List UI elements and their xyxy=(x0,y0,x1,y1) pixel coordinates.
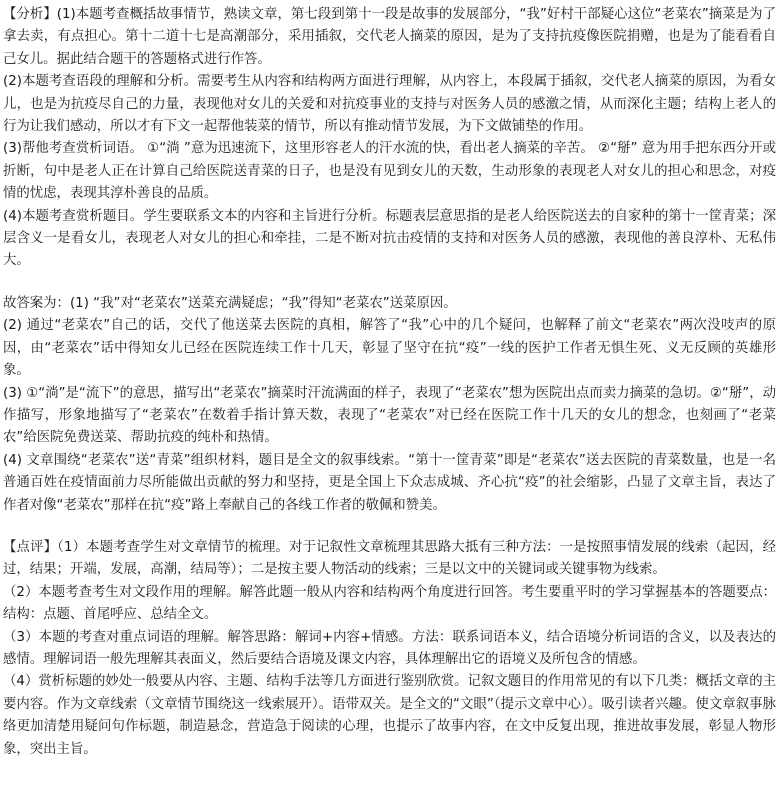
answer-paragraph-2: (2) 通过“老菜农”自己的话，交代了他送菜去医院的真相，解答了“我”心中的几个疑问，也解释了前文“老菜农”两次没吱声的原因，由“老菜农”话中得知女儿已经在医院连续工作十几天，彰显了坚守在抗“疫”一线的医护工作者无惧生死、义无反顾的英雄形象。 xyxy=(3,318,776,379)
analysis-paragraph-1: 【分析】(1)本题考查概括故事情节，熟读文章，第七段到第十一段是故事的发展部分，“我”好村干部疑心这位“老菜农”摘菜是为了拿去卖，有点担心。第十二道十七是高潮部分，采用插叙，交代老人摘菜的原因，是为了支持抗疫像医院捐赠，也是为了能看看自己女儿。据此结合题干的答题格式进行作答。 xyxy=(3,7,776,67)
section-gap xyxy=(3,273,776,293)
comment-paragraph-3: （3）本题的考查对重点词语的理解。解答思路：解词+内容+情感。方法：联系词语本义，结合语境分析词语的含义，以及表达的感情。理解词语一般先理解其表面义，然后要结合语境及课文内容，具体理解出它的语境义及所包含的情感。 xyxy=(3,629,776,667)
answer-paragraph-3: (3) ①“淌”是“流下”的意思，描写出“老菜农”摘菜时汗流满面的样子，表现了“老菜农”想为医院出点而卖力摘菜的急切。②“掰”，动作描写，形象地描写了“老菜农”在数着手指计算天数，表现了“老菜农”对已经在医院工作十几天的女儿的想念，也刻画了“老菜农”给医院免费送菜、帮助抗疫的纯朴和热情。 xyxy=(3,385,776,446)
comment-paragraph-4: （4）赏析标题的妙处一般要从内容、主题、结构手法等几方面进行鉴别欣赏。记叙文题目的作用常见的有以下几类：概括文章的主要内容。作为文章线索（文章情节围绕这一线索展开）。语带双关。是全文的“文眼”（提示文章中心）。吸引读者兴趣。使文章叙事脉络更加清楚用疑问句作标题，制造悬念，营造急于阅读的心理，也提示了故事内容，在文中反复出现，推进故事发展，彰显人物形象，突出主旨。 xyxy=(3,674,776,757)
comment-paragraph-1: 【点评】（1）本题考查学生对文章情节的梳理。对于记叙性文章梳理其思路大抵有三种方法：一是按照事情发展的线索（起因，经过，结果；开端，发展，高潮，结局等）；二是按主要人物活动的线索；三是以文中的关键词或关键事物为线索。 xyxy=(3,539,776,578)
comment-paragraph-2: （2）本题考查考生对文段作用的理解。解答此题一般从内容和结构两个角度进行回答。考生要重平时的学习掌握基本的答题要点：结构：点题、首尾呼应、总结全文。 xyxy=(3,584,776,623)
comment-section xyxy=(3,537,776,761)
answer-paragraph-4: (4) 文章围绕“老菜农”送“青菜”组织材料，题目是全文的叙事线索。“第十一筐青菜”即是“老菜农”送去医院的青菜数量，也是一名普通百姓在疫情面前力尽所能做出贡献的努力和坚持，更是全国上下众志成城、齐心抗“疫”的社会缩影，凸显了文章主旨，表达了作者对像“老菜农”那样在抗“疫”路上奉献自己的各线工作者的敬佩和赞美。 xyxy=(3,452,776,513)
analysis-paragraph-2: (2)本题考查语段的理解和分析。需要考生从内容和结构两方面进行理解，从内容上，本段属于插叙，交代老人摘菜的原因，为看女儿，也是为抗疫尽自己的力量，表现他对女儿的关爱和对抗疫事业的支持与对医务人员的感激之情，从而深化主题；结构上老人的行为让我们感动，所以才有下文一起帮他装菜的情节，所以有推动情节发展，为下文做铺垫的作用。 xyxy=(3,74,776,135)
analysis-paragraph-4: (4)本题考查赏析题目。学生要联系文本的内容和主旨进行分析。标题表层意思指的是老人给医院送去的自家种的第十一筐青菜；深层含义一是看女儿，表现老人对女儿的担心和牵挂，二是不断对抗击疫情的支持和对医务人员的感激，表现他的善良淳朴、无私伟大。 xyxy=(3,208,776,269)
analysis-section xyxy=(3,4,776,273)
analysis-paragraph-3: (3)帮他考查赏析词语。 ①“淌 ”意为迅速流下，这里形容老人的汗水流的快，看出老人摘菜的辛苦。 ②“掰” 意为用手把东西分开或折断，句中是老人正在计算自己给医院送青菜的日子，也是没有见到女儿的天数，生动形象的表现老人对女儿的担心和思念，对疫情的忧虑，表现其淳朴善良的品质。 xyxy=(3,141,776,202)
section-gap xyxy=(3,517,776,537)
answer-paragraph-1: 故答案为：(1) “我”对“老菜农”送菜充满疑虑；“我”得知“老菜农”送菜原因。 xyxy=(3,295,457,311)
answer-section xyxy=(3,293,776,517)
